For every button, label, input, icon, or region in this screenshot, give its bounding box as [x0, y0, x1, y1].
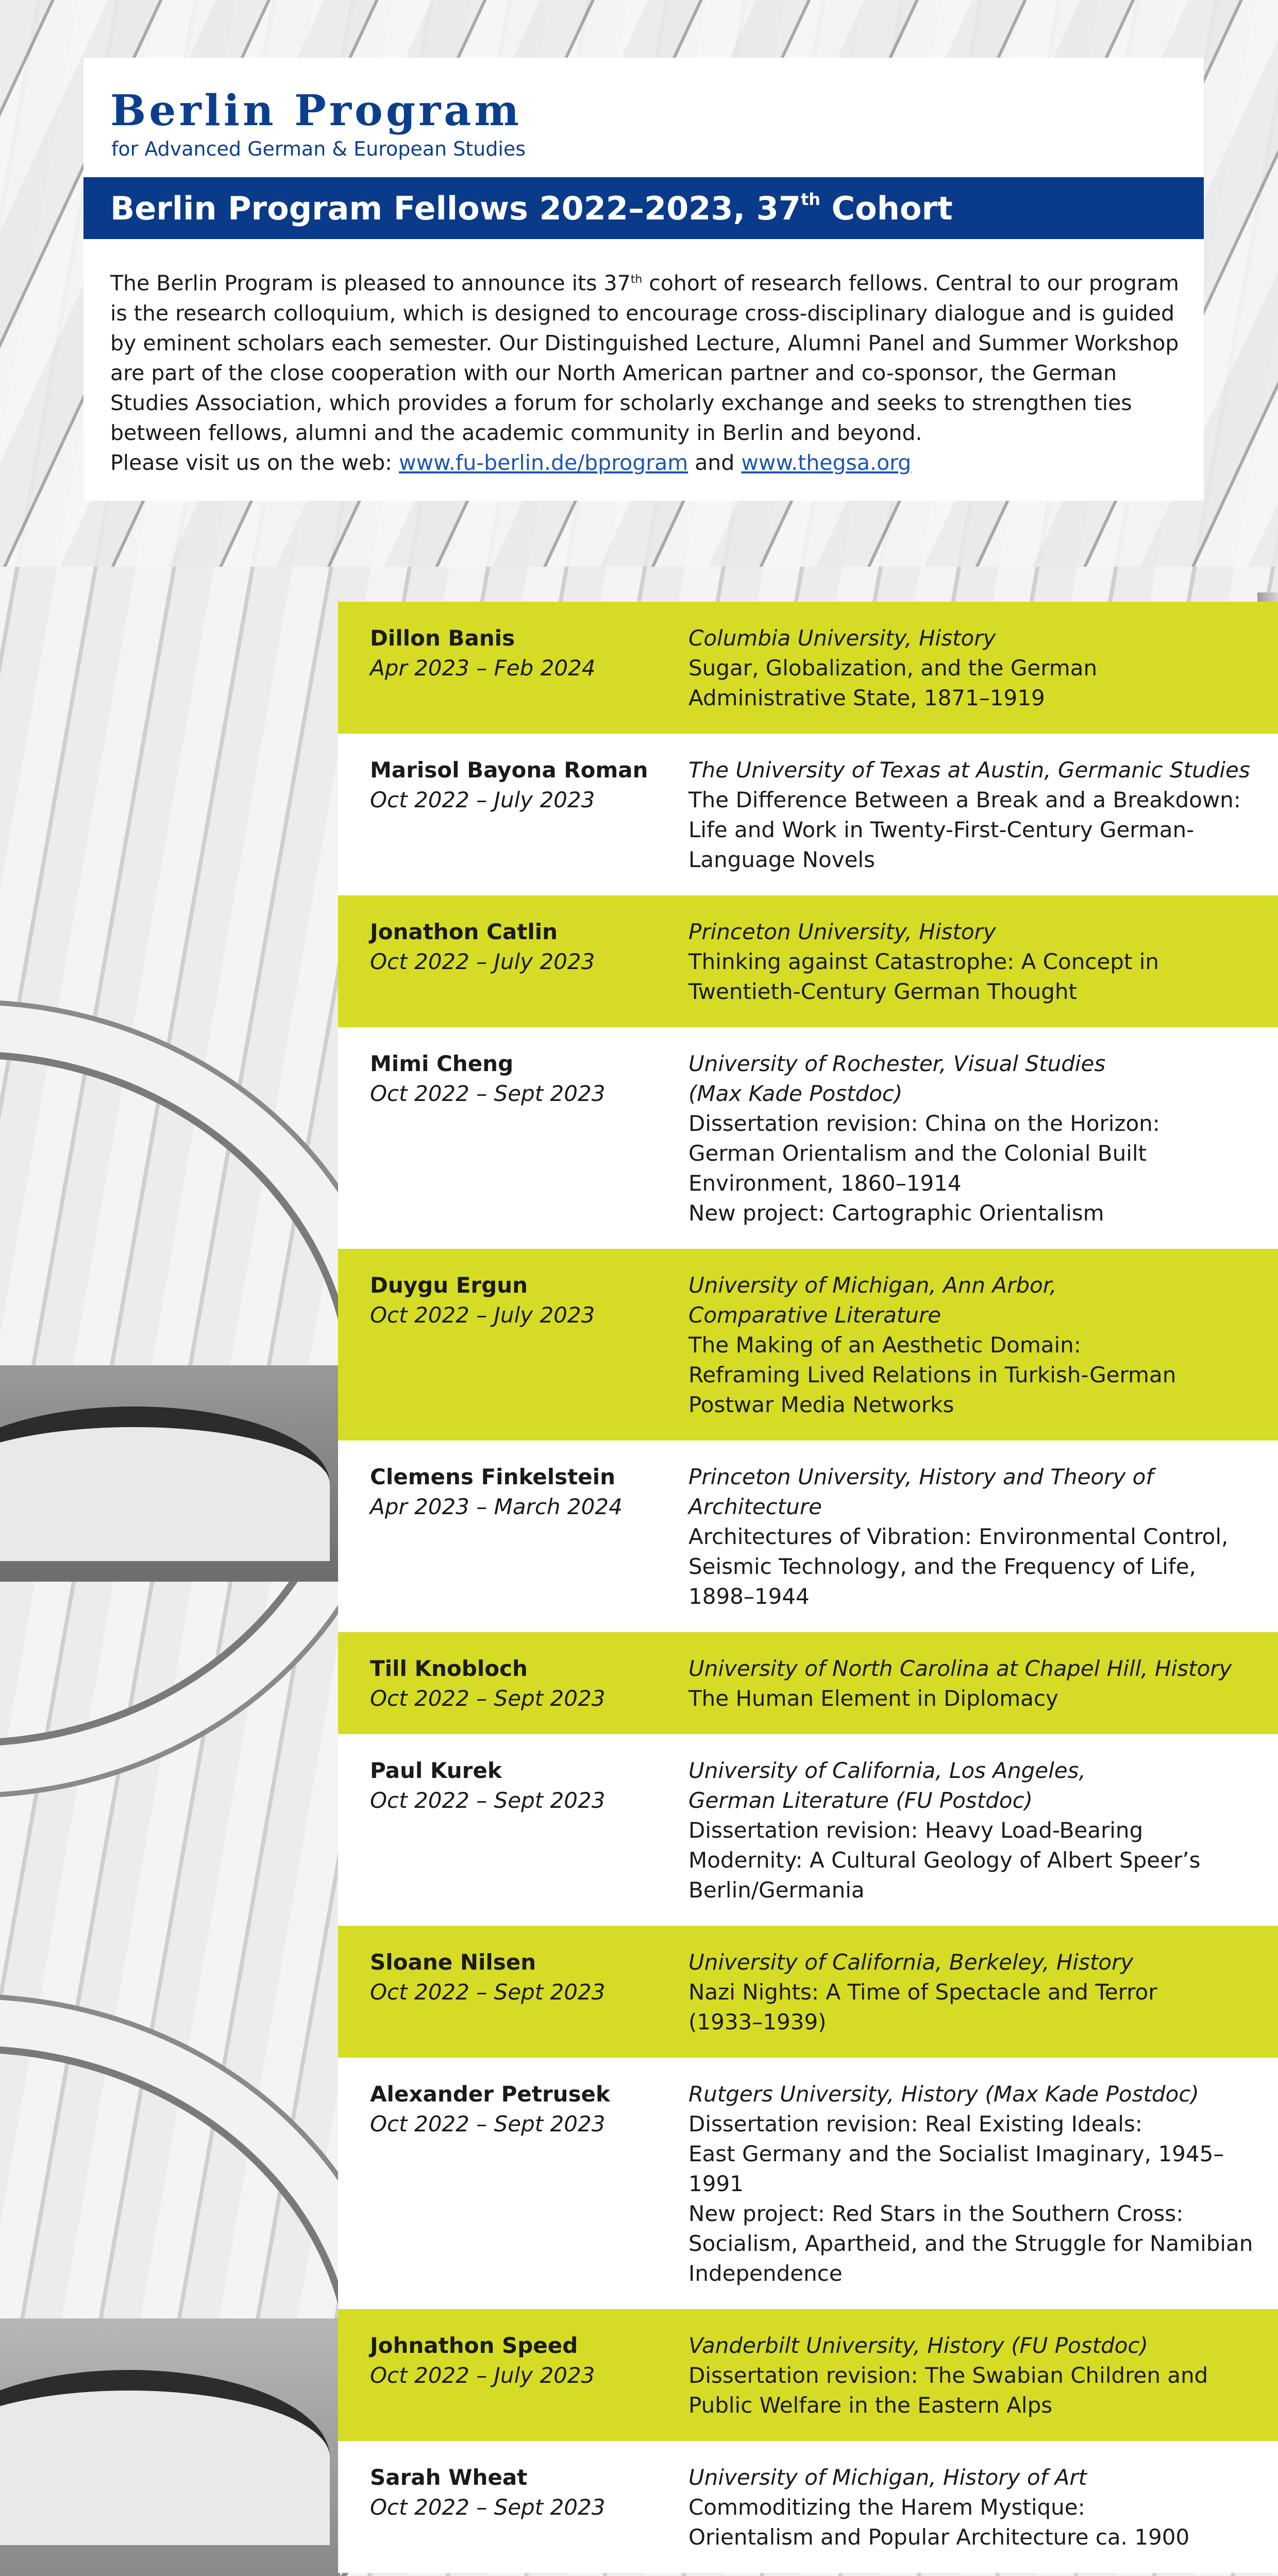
intro-paragraph: [110, 265, 1182, 478]
fellow-project-line: Orientalism and Popular Architecture ca. 1900: [688, 2524, 1190, 2550]
fellow-row: [338, 895, 1278, 1027]
fellow-info-column: [688, 1270, 1276, 1420]
fellow-project-line: Twentieth-Century German Thought: [688, 979, 1077, 1004]
intro-text-2: cohort of research fellows. Central to our program is the research colloquium, which is designed to encourage cross-disciplinary dialogue and is guided by eminent scholars each semester. Our Distinguished Lecture, Alumni Panel and Summer Workshop are part of the close cooperation with our North American partner and co-sponsor, the German Studies Association, which provides a forum for scholarly exchange and seeks to strengthen ties between fellows, alumni and the academic community in Berlin and beyond.: [110, 270, 1179, 445]
fellow-name: Jonathon Catlin: [370, 919, 558, 944]
fellow-institution: Vanderbilt University, History (FU Postdoc): [688, 2333, 1148, 2358]
fellow-institution: Rutgers University, History (Max Kade Postdoc): [688, 2081, 1199, 2107]
fellow-project-line: 1898–1944: [688, 1584, 810, 1609]
fellow-project-line: Dissertation revision: China on the Horizon:: [688, 1111, 1160, 1136]
fellow-institution: University of Rochester, Visual Studies: [688, 1051, 1106, 1076]
fellow-row: [338, 1632, 1278, 1734]
fellow-name: Sarah Wheat: [370, 2465, 528, 2490]
page-title-end: Cohort: [820, 190, 953, 227]
fellow-row: [338, 1440, 1278, 1632]
fellow-name-column: [370, 623, 688, 713]
fellows-list: [338, 602, 1278, 2573]
title-bar: [83, 177, 1204, 239]
fellow-name: Duygu Ergun: [370, 1273, 528, 1298]
fellow-name: Johnathon Speed: [370, 2333, 578, 2358]
fellow-name: Alexander Petrusek: [370, 2081, 610, 2107]
fellow-info-column: [688, 1462, 1276, 1612]
fellow-dates: Oct 2022 – July 2023: [370, 2363, 595, 2388]
fellow-project-line: The Making of an Aesthetic Domain:: [688, 1332, 1081, 1358]
fellow-row: [338, 2309, 1278, 2441]
fellow-row: [338, 2441, 1278, 2573]
fellow-name-column: [370, 1947, 688, 2037]
fellow-institution: The University of Texas at Austin, Germanic Studies: [688, 757, 1250, 783]
fellow-name: Clemens Finkelstein: [370, 1464, 616, 1489]
fellow-project-line: Dissertation revision: The Swabian Children and: [688, 2363, 1208, 2388]
fellow-project-line: Environment, 1860–1914: [688, 1171, 962, 1196]
fellow-project-line: Architectures of Vibration: Environmental Control,: [688, 1524, 1229, 1549]
fellow-info-column: [688, 2331, 1276, 2420]
fellow-name: Sloane Nilsen: [370, 1950, 536, 1975]
fellow-info-column: [688, 755, 1276, 875]
fellow-project-line: Thinking against Catastrophe: A Concept in: [688, 949, 1159, 974]
fellow-row: [338, 2058, 1278, 2309]
fellow-project-line: Postwar Media Networks: [688, 1392, 954, 1417]
fellow-name: Mimi Cheng: [370, 1051, 514, 1076]
fellow-dates: Oct 2022 – Sept 2023: [370, 1081, 606, 1106]
fellow-dates: Oct 2022 – Sept 2023: [370, 2495, 606, 2520]
fellow-info-column: [688, 2079, 1276, 2289]
fellow-row: [338, 1926, 1278, 2058]
fellow-project-line: The Human Element in Diplomacy: [688, 1686, 1058, 1711]
fellow-dates: Oct 2022 – Sept 2023: [370, 1979, 606, 2005]
fellow-dates: Oct 2022 – Sept 2023: [370, 1686, 606, 1711]
fellow-name: Marisol Bayona Roman: [370, 757, 648, 783]
fellow-project-line: The Difference Between a Break and a Breakdown:: [688, 787, 1241, 812]
fellow-project-line: Modernity: A Cultural Geology of Albert Speer’s: [688, 1848, 1201, 1873]
visit-text: Please visit us on the web:: [110, 450, 392, 475]
fellow-row: [338, 734, 1278, 895]
fellow-name: Till Knobloch: [370, 1656, 528, 1681]
fellow-name: Paul Kurek: [370, 1758, 502, 1783]
fellow-institution-detail: German Literature (FU Postdoc): [688, 1788, 1033, 1813]
fellow-institution: University of California, Los Angeles,: [688, 1758, 1086, 1783]
fellow-info-column: [688, 1049, 1276, 1228]
fellow-info-column: [688, 1654, 1276, 1714]
fellow-name-column: [370, 755, 688, 875]
fellow-project-line: German Orientalism and the Colonial Built: [688, 1141, 1147, 1166]
fellow-institution: Princeton University, History and Theory of Architecture: [688, 1464, 1154, 1519]
fellow-institution: Princeton University, History: [688, 919, 996, 944]
page-title-main: Berlin Program Fellows 2022–2023, 37: [110, 190, 801, 227]
fellow-row: [338, 602, 1278, 734]
page-title-sup: th: [801, 190, 821, 209]
fellow-project-line: Nazi Nights: A Time of Spectacle and Terror: [688, 1979, 1157, 2005]
fellow-institution-detail: (Max Kade Postdoc): [688, 1081, 903, 1106]
fellow-name-column: [370, 2463, 688, 2552]
fellow-project-line: Language Novels: [688, 847, 875, 872]
fellow-dates: Oct 2022 – July 2023: [370, 949, 595, 974]
gsa-link[interactable]: www.thegsa.org: [741, 450, 912, 475]
fellow-dates: Apr 2023 – March 2024: [370, 1494, 623, 1519]
fellow-name-column: [370, 1270, 688, 1420]
fellow-project-line: New project: Red Stars in the Southern Cross:: [688, 2201, 1184, 2226]
fellow-project-line: Sugar, Globalization, and the German: [688, 655, 1098, 681]
intro-text-1: The Berlin Program is pleased to announce its 37: [110, 270, 631, 296]
fellow-dates: Oct 2022 – Sept 2023: [370, 1788, 606, 1813]
fellow-info-column: [688, 2463, 1276, 2552]
fellow-project-line: Independence: [688, 2261, 843, 2286]
fellow-institution: University of Michigan, History of Art: [688, 2465, 1087, 2490]
fellow-dates: Oct 2022 – July 2023: [370, 787, 595, 812]
and-text: and: [695, 450, 735, 475]
fellow-project-line: Reframing Lived Relations in Turkish-German: [688, 1362, 1176, 1387]
fellow-project-line: Commoditizing the Harem Mystique:: [688, 2495, 1085, 2520]
fellow-project-line: East Germany and the Socialist Imaginary, 1945–1991: [688, 2141, 1224, 2196]
fellow-institution: University of North Carolina at Chapel Hill, History: [688, 1656, 1232, 1681]
fellow-name-column: [370, 917, 688, 1007]
fellow-project-line: Berlin/Germania: [688, 1877, 865, 1903]
fellow-project-line: Socialism, Apartheid, and the Struggle for Namibian: [688, 2231, 1253, 2256]
fellow-name-column: [370, 1654, 688, 1714]
fellow-name-column: [370, 1049, 688, 1228]
fellow-info-column: [688, 917, 1276, 1007]
fellow-project-line: Dissertation revision: Real Existing Ideals:: [688, 2111, 1142, 2137]
fellow-dates: Apr 2023 – Feb 2024: [370, 655, 596, 681]
fellow-project-line: Seismic Technology, and the Frequency of Life,: [688, 1554, 1196, 1579]
fellow-institution-detail: Comparative Literature: [688, 1302, 941, 1328]
page-title: [110, 191, 953, 226]
fellow-row: [338, 1734, 1278, 1926]
fellow-row: [338, 1249, 1278, 1440]
fellow-dates: Oct 2022 – July 2023: [370, 1302, 595, 1328]
fellow-dates: Oct 2022 – Sept 2023: [370, 2111, 606, 2137]
fellow-project-line: Administrative State, 1871–1919: [688, 685, 1045, 710]
fellow-project-line: (1933–1939): [688, 2009, 827, 2035]
fellow-project-line: New project: Cartographic Orientalism: [688, 1200, 1104, 1226]
fellow-institution: University of Michigan, Ann Arbor,: [688, 1273, 1057, 1298]
fellow-name: Dillon Banis: [370, 625, 515, 651]
fu-berlin-link[interactable]: www.fu-berlin.de/bprogram: [399, 450, 688, 475]
header-card: [83, 58, 1204, 501]
fellow-project-line: Dissertation revision: Heavy Load-Bearing: [688, 1818, 1144, 1843]
program-logo-subtitle: for Advanced German & European Studies: [111, 138, 526, 160]
fellow-project-line: Public Welfare in the Eastern Alps: [688, 2393, 1053, 2418]
fellow-info-column: [688, 623, 1276, 713]
fellow-info-column: [688, 1756, 1276, 1905]
fellow-name-column: [370, 2331, 688, 2420]
fellow-info-column: [688, 1947, 1276, 2037]
program-logo-title: Berlin Program: [110, 86, 523, 135]
fellow-name-column: [370, 1756, 688, 1905]
fellow-institution: Columbia University, History: [688, 625, 996, 651]
intro-sup: th: [630, 273, 643, 286]
fellow-project-line: Life and Work in Twenty-First-Century German-: [688, 817, 1195, 842]
fellow-name-column: [370, 2079, 688, 2289]
fellow-institution: University of California, Berkeley, History: [688, 1950, 1134, 1975]
fellow-name-column: [370, 1462, 688, 1612]
fellow-row: [338, 1027, 1278, 1249]
